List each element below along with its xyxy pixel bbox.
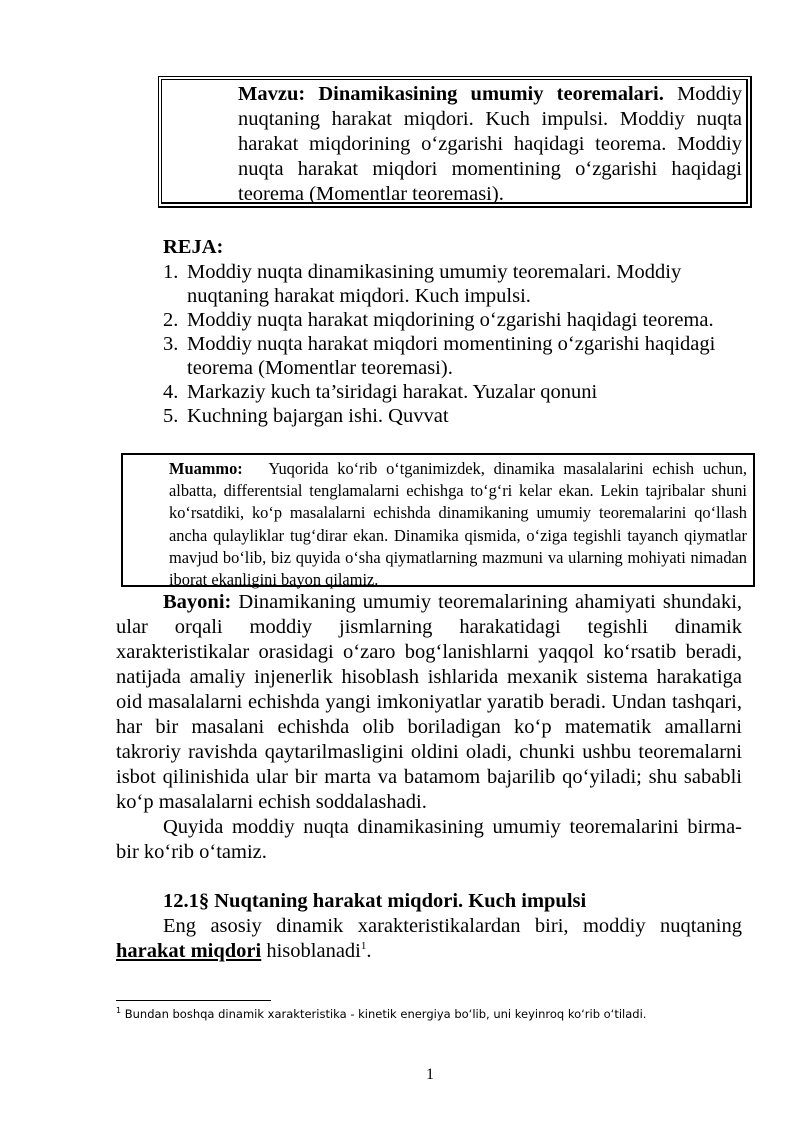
- topic-box: [158, 76, 752, 208]
- plan-list: [163, 260, 753, 428]
- plan-item-number: 3.: [163, 333, 179, 355]
- explanation-label: Bayoni:: [163, 591, 232, 613]
- section-text-end: .: [366, 940, 372, 962]
- plan-title: REJA:: [163, 236, 224, 258]
- plan-item-text: Markaziy kuch ta’siridagi harakat. Yuzalar qonuni: [187, 381, 598, 403]
- plan-item-number: 1.: [163, 261, 179, 283]
- footnote: [116, 1007, 756, 1021]
- page-number: 1: [426, 1066, 434, 1083]
- explanation-paragraph: [116, 590, 742, 815]
- plan-item: [163, 332, 753, 380]
- plan-item-text: Moddiy nuqta dinamikasining umumiy teoremalari. Moddiy nuqtaning harakat miqdori. Kuch impulsi.: [187, 261, 682, 307]
- topic-label: Mavzu: Dinamikasining umumiy teoremalari.: [238, 83, 664, 105]
- plan-item: [163, 380, 753, 404]
- footnote-mark: 1: [116, 1006, 122, 1016]
- section-text-after: hisoblanadi: [266, 940, 361, 962]
- plan-item-text: Kuchning bajargan ishi. Quvvat: [187, 405, 449, 427]
- plan-item: [163, 404, 753, 428]
- section-paragraph: [116, 914, 742, 964]
- body-text: [116, 590, 742, 964]
- section-term: harakat miqdori: [116, 940, 262, 962]
- plan-item-number: 4.: [163, 381, 179, 403]
- topic-text: Moddiy nuqtaning harakat miqdori. Kuch impulsi. Moddiy nuqta harakat miqdorining o‘zgarishi haqidagi teorema. Moddiy nuqta harakat miqdori momentining o‘zgarishi haqidagi teorema (Momentlar teoremasi).: [238, 83, 742, 205]
- plan-item-text: Moddiy nuqta harakat miqdorining o‘zgarishi haqidagi teorema.: [187, 309, 714, 331]
- intro-paragraph: Quyida moddiy nuqta dinamikasining umumiy teoremalarini birma-bir ko‘rib o‘tamiz.: [116, 816, 742, 863]
- plan-item-number: 2.: [163, 309, 179, 331]
- plan-item-text: Moddiy nuqta harakat miqdori momentining o‘zgarishi haqidagi teorema (Momentlar teoremasi).: [187, 333, 716, 379]
- problem-paragraph: [129, 458, 747, 591]
- section-text-before: Eng asosiy dinamik xarakteristikalardan biri, moddiy nuqtaning: [163, 915, 742, 937]
- plan-item: [163, 308, 753, 332]
- problem-box: [121, 453, 755, 590]
- footnote-separator: [116, 1000, 271, 1001]
- plan-item: [163, 260, 753, 308]
- problem-label: Muammo:: [169, 459, 243, 478]
- topic-paragraph: [170, 82, 742, 207]
- explanation-text: Dinamikaning umumiy teoremalarining ahamiyati shundaki, ular orqali moddiy jismlarning harakatidagi tegishli dinamik xarakteristikalar orasidagi o‘zaro bog‘lanishlarni yaqqol ko‘rsatib beradi, natijada amaliy injenerlik hisoblash ishlarida mexanik sistema harakatiga oid masalalarni echishda yangi imkoniyatlar yaratib beradi. Undan tashqari, har bir masalani echishda olib boriladigan ko‘p matematik amallarni takroriy ravishda qaytarilmasligini oldini oladi, chunki ushbu teoremalarni isbot qilinishida ular bir marta va batamom bajarilib qo‘yiladi; shu sababli ko‘p masalalarni echish soddalashadi.: [116, 591, 743, 813]
- footnote-reference[interactable]: 1: [360, 940, 367, 953]
- problem-text: Yuqorida ko‘rib o‘tganimizdek, dinamika masalalarini echish uchun, albatta, differentsial tenglamalarni echishga to‘g‘ri kelar ekan. Lekin tajribalar shuni ko‘rsatdiki, ko‘p masalalarni echishda dinamikaning umumiy teoremalarini qo‘llash ancha qulayliklar tug‘dirar ekan. Dinamika qismida, o‘ziga tegishli tayanch qiymatlar mavjud bo‘lib, biz quyida o‘sha qiymatlarning mazmuni va ularning mohiyati nimadan iborat ekanligini bayon qilamiz.: [169, 459, 747, 590]
- footnote-text: Bundan boshqa dinamik xarakteristika - kinetik energiya bo‘lib, uni keyinroq ko‘rib o‘tiladi.: [124, 1007, 647, 1021]
- plan-item-number: 5.: [163, 405, 179, 427]
- section-heading: 12.1§ Nuqtaning harakat miqdori. Kuch impulsi: [163, 890, 587, 912]
